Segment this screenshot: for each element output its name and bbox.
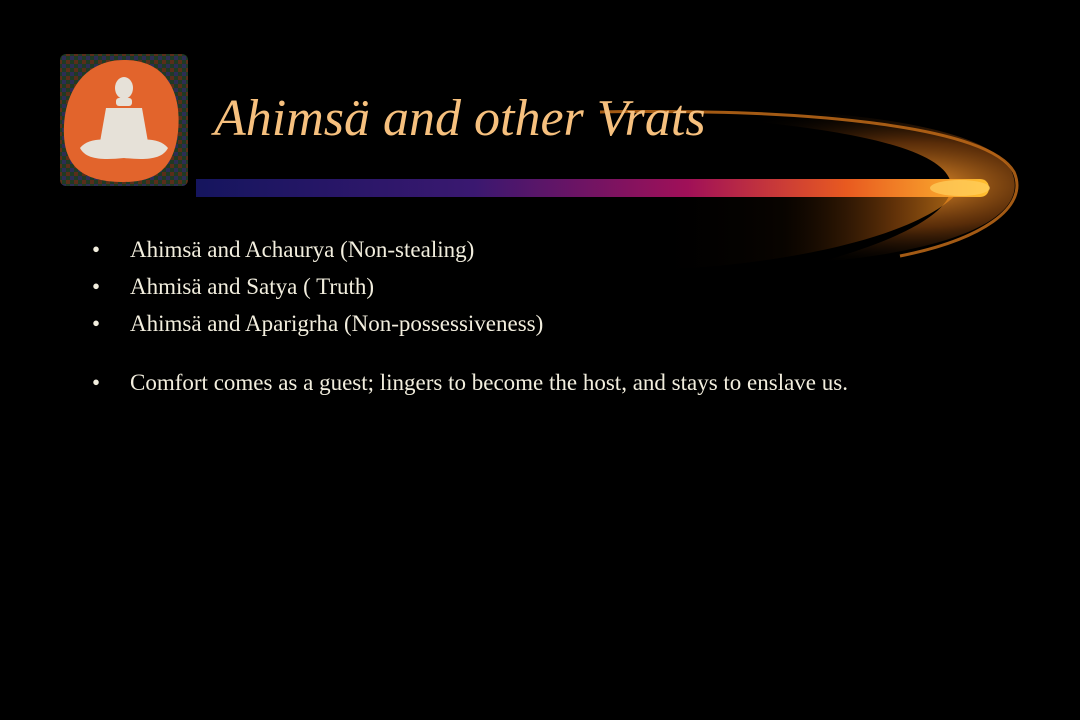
bullet-text: Comfort comes as a guest; lingers to become the host, and stays to enslave us. <box>130 370 848 396</box>
slide-title: Ahimsä and other Vrats <box>214 90 706 147</box>
bullet-marker: • <box>92 370 101 396</box>
bullet-list <box>92 236 992 407</box>
bullet-marker: • <box>92 311 101 337</box>
bullet-marker: • <box>92 274 101 300</box>
meditating-figure-icon <box>58 52 190 188</box>
bullet-item <box>92 310 992 337</box>
bullet-text: Ahimsä and Aparigrha (Non-possessiveness) <box>130 311 544 337</box>
bullet-text: Ahimsä and Achaurya (Non-stealing) <box>130 237 475 262</box>
bullet-marker: • <box>92 237 101 262</box>
bullet-item <box>92 369 992 396</box>
bullet-text: Ahmisä and Satya ( Truth) <box>130 274 375 300</box>
bullet-item <box>92 236 992 263</box>
bullet-item <box>92 273 992 300</box>
